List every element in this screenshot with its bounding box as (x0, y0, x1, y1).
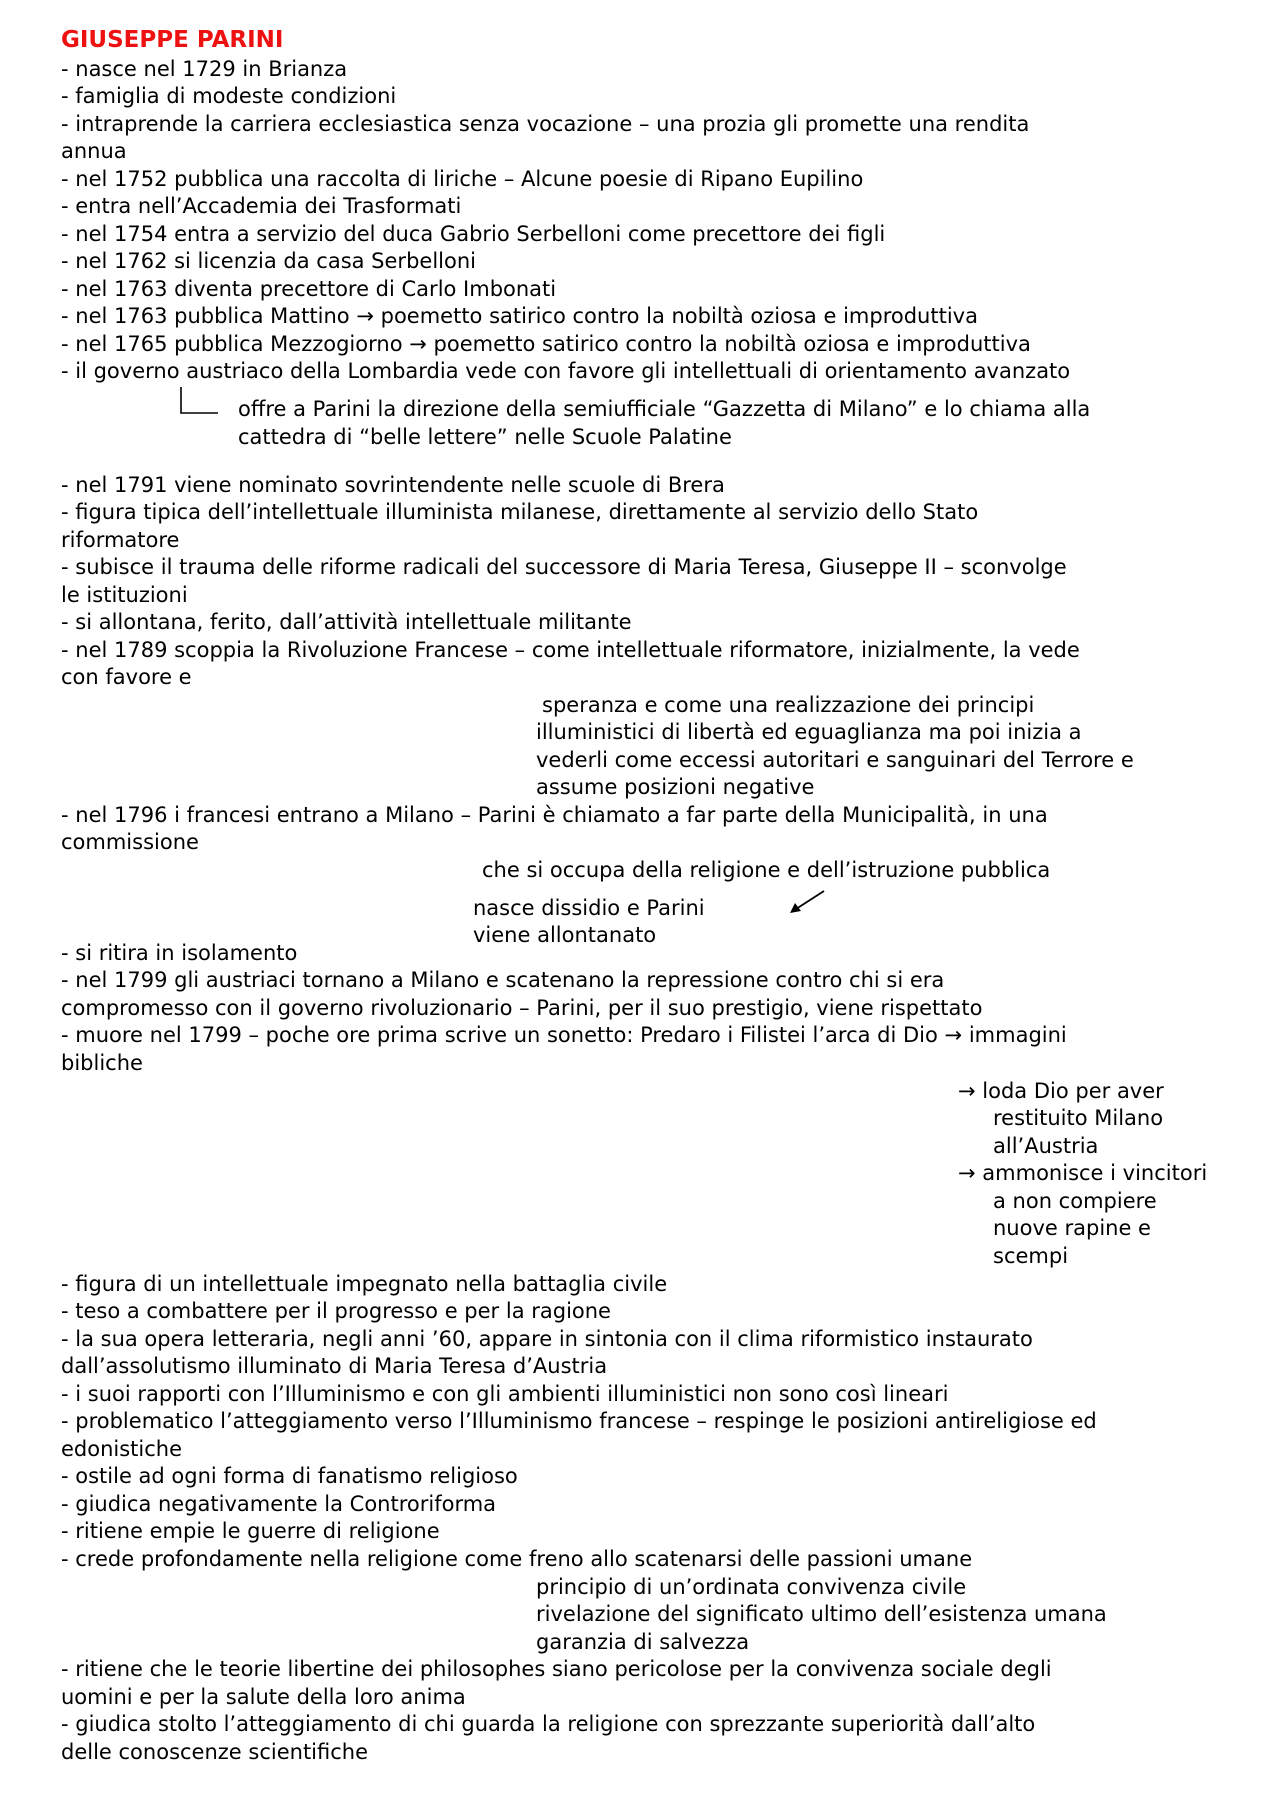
text-line: - problematico l’atteggiamento verso l’Illuminismo francese – respinge le posizioni antireligiose ed (61, 1409, 1097, 1433)
right-arrow-icon: → (356, 304, 374, 328)
text-line: - figura tipica dell’intellettuale illuminista milanese, direttamente al servizio dello Stato (61, 500, 979, 524)
text-line: - ritiene che le teorie libertine dei philosophes siano pericolose per la convivenza sociale degli (61, 1657, 1052, 1681)
text-line: con favore e (61, 665, 192, 689)
text-line: bibliche (61, 1051, 143, 1075)
text-line: - nel 1789 scoppia la Rivoluzione Francese – come intellettuale riformatore, inizialmente, la vede (61, 638, 1080, 662)
text-line: vederli come eccessi autoritari e sanguinari del Terrore e (536, 748, 1134, 772)
text-line: commissione (61, 830, 199, 854)
text-line: a non compiere (993, 1189, 1157, 1213)
text-line: - subisce il trauma delle riforme radicali del successore di Maria Teresa, Giuseppe II – sconvolge (61, 555, 1067, 579)
right-arrow-icon: → (409, 332, 427, 356)
text-line: edonistiche (61, 1437, 183, 1461)
text-line: - nel 1754 entra a servizio del duca Gabrio Serbelloni come precettore dei figli (61, 222, 886, 246)
text-line: → ammonisce i vincitori (958, 1161, 1208, 1185)
text-line: delle conoscenze scientifiche (61, 1740, 369, 1764)
text-line: nuove rapine e (993, 1216, 1151, 1240)
text-line: principio di un’ordinata convivenza civile (536, 1575, 967, 1599)
text-line: nasce dissidio e Parini (473, 896, 705, 920)
text-line: all’Austria (993, 1134, 1099, 1158)
text-line: - giudica negativamente la Controriforma (61, 1492, 497, 1516)
text-line: - nel 1796 i francesi entrano a Milano – Parini è chiamato a far parte della Municipalità, in una (61, 803, 1048, 827)
text-line: le istituzioni (61, 583, 188, 607)
text-line: speranza e come una realizzazione dei principi (542, 693, 1035, 717)
text-line: - crede profondamente nella religione come freno allo scatenarsi delle passioni umane (61, 1547, 973, 1571)
text-line: - nel 1763 diventa precettore di Carlo Imbonati (61, 277, 557, 301)
right-arrow-icon: → (944, 1023, 963, 1047)
text-line: uomini e per la salute della loro anima (61, 1685, 466, 1709)
text-line: - nel 1762 si licenzia da casa Serbelloni (61, 249, 476, 273)
text-line: - muore nel 1799 – poche ore prima scrive un sonetto: Predaro i Filistei l’arca di Dio → immagini (61, 1023, 1067, 1047)
text-line: assume posizioni negative (536, 775, 815, 799)
text-line: - teso a combattere per il progresso e per la ragione (61, 1299, 611, 1323)
text-line: - nel 1791 viene nominato sovrintendente nelle scuole di Brera (61, 473, 725, 497)
text-line: - intraprende la carriera ecclesiastica senza vocazione – una prozia gli promette una rendita (61, 112, 1030, 136)
text-line: - ritiene empie le guerre di religione (61, 1519, 440, 1543)
text-line: - si allontana, ferito, dall’attività intellettuale militante (61, 610, 632, 634)
text-line: - il governo austriaco della Lombardia vede con favore gli intellettuali di orientamento avanzato (61, 359, 1071, 383)
text-line: - nel 1752 pubblica una raccolta di liriche – Alcune poesie di Ripano Eupilino (61, 167, 864, 191)
text-line: compromesso con il governo rivoluzionario – Parini, per il suo prestigio, viene rispettato (61, 996, 983, 1020)
right-arrow-icon: → (958, 1079, 976, 1103)
text-line: → loda Dio per aver (958, 1079, 1164, 1103)
text-line: annua (61, 139, 127, 163)
text-line: - la sua opera letteraria, negli anni ’60, appare in sintonia con il clima riformistico instaurato (61, 1327, 1033, 1351)
text-line: - figura di un intellettuale impegnato nella battaglia civile (61, 1272, 668, 1296)
text-line: - giudica stolto l’atteggiamento di chi guarda la religione con sprezzante superiorità dall’alto (61, 1712, 1036, 1736)
text-line: - ostile ad ogni forma di fanatismo religioso (61, 1464, 518, 1488)
text-line: - si ritira in isolamento (61, 941, 298, 965)
text-line: garanzia di salvezza (536, 1630, 750, 1654)
text-line: - nel 1763 pubblica Mattino → poemetto satirico contro la nobiltà oziosa e improduttiva (61, 304, 978, 328)
text-line: - nel 1799 gli austriaci tornano a Milano e scatenano la repressione contro chi si era (61, 968, 945, 992)
text-line: rivelazione del significato ultimo dell’esistenza umana (536, 1602, 1107, 1626)
text-line: restituito Milano (993, 1106, 1164, 1130)
text-line: - famiglia di modeste condizioni (61, 84, 397, 108)
text-line: - nasce nel 1729 in Brianza (61, 57, 348, 81)
text-line: che si occupa della religione e dell’istruzione pubblica (482, 858, 1051, 882)
text-line: viene allontanato (473, 923, 657, 947)
text-line: riformatore (61, 528, 180, 552)
text-line: - i suoi rapporti con l’Illuminismo e con gli ambienti illuministici non sono così lineari (61, 1382, 949, 1406)
text-line: cattedra di “belle lettere” nelle Scuole Palatine (238, 425, 732, 449)
text-line: offre a Parini la direzione della semiufficiale “Gazzetta di Milano” e lo chiama alla (238, 397, 1091, 421)
right-arrow-icon: → (958, 1161, 976, 1185)
text-line: scempi (993, 1244, 1069, 1268)
diagonal-arrow-icon (786, 888, 828, 916)
corner-connector-icon (178, 385, 220, 419)
page-title: GIUSEPPE PARINI (61, 27, 284, 53)
text-line: - nel 1765 pubblica Mezzogiorno → poemetto satirico contro la nobiltà oziosa e improduttiva (61, 332, 1031, 356)
text-line: - entra nell’Accademia dei Trasformati (61, 194, 462, 218)
text-line: dall’assolutismo illuminato di Maria Teresa d’Austria (61, 1354, 608, 1378)
text-line: illuministici di libertà ed eguaglianza ma poi inizia a (536, 720, 1082, 744)
